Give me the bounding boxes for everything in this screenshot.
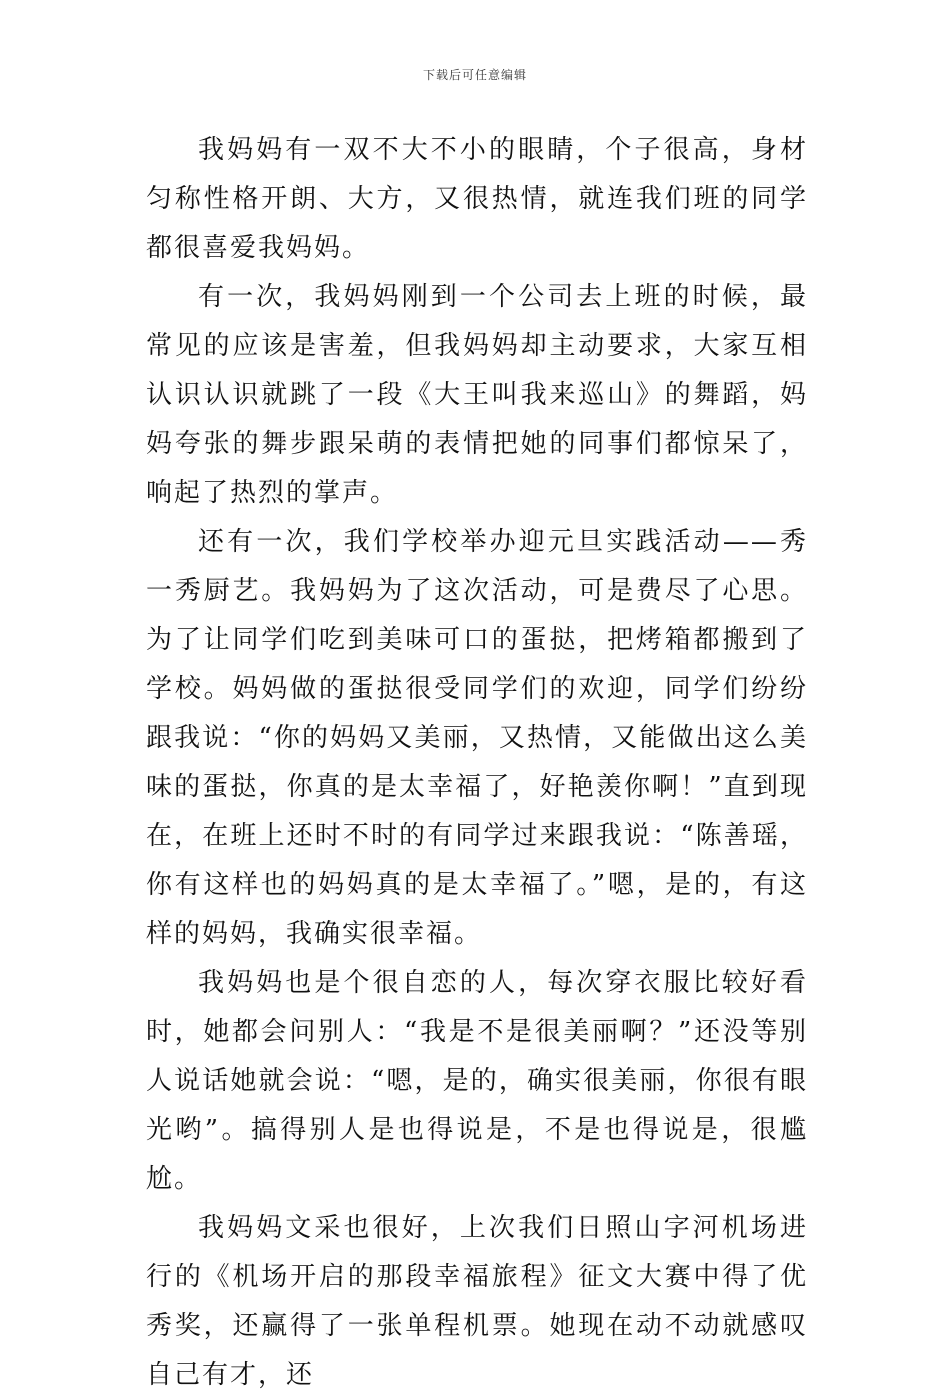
page-header: 下载后可任意编辑 [422, 68, 527, 82]
paragraph-2: 有一次，我妈妈刚到一个公司去上班的时候，最常见的应该是害羞，但我妈妈却主动要求，大家互相认识认识就跳了一段《大王叫我来巡山》的舞蹈，妈妈夸张的舞步跟呆萌的表情把她的同事们都惊呆了，响起了热烈的掌声。 [146, 282, 808, 508]
paragraph-4: 我妈妈也是个很自恋的人，每次穿衣服比较好看时，她都会问别人：“我是不是很美丽啊？”还没等别人说话她就会说：“嗯，是的，确实很美丽，你很有眼光哟”。搞得别人是也得说是，不是也得说是，很尴尬。 [146, 968, 808, 1194]
paragraph-5: 我妈妈文采也很好，上次我们日照山字河机场进行的《机场开启的那段幸福旅程》征文大赛中得了优秀奖，还赢得了一张单程机票。她现在动不动就感叹自己有才，还 [146, 1213, 808, 1390]
paragraph-1: 我妈妈有一双不大不小的眼睛，个子很高，身材匀称性格开朗、大方，又很热情，就连我们班的同学都很喜爱我妈妈。 [146, 135, 808, 263]
document-body [146, 126, 808, 1400]
paragraph-3: 还有一次，我们学校举办迎元旦实践活动——秀一秀厨艺。我妈妈为了这次活动，可是费尽了心思。为了让同学们吃到美味可口的蛋挞，把烤箱都搬到了学校。妈妈做的蛋挞很受同学们的欢迎，同学们纷纷跟我说：“你的妈妈又美丽，又热情，又能做出这么美味的蛋挞，你真的是太幸福了，好艳羡你啊！”直到现在，在班上还时不时的有同学过来跟我说：“陈善瑶，你有这样也的妈妈真的是太幸福了。”嗯，是的，有这样的妈妈，我确实很幸福。 [146, 527, 808, 949]
